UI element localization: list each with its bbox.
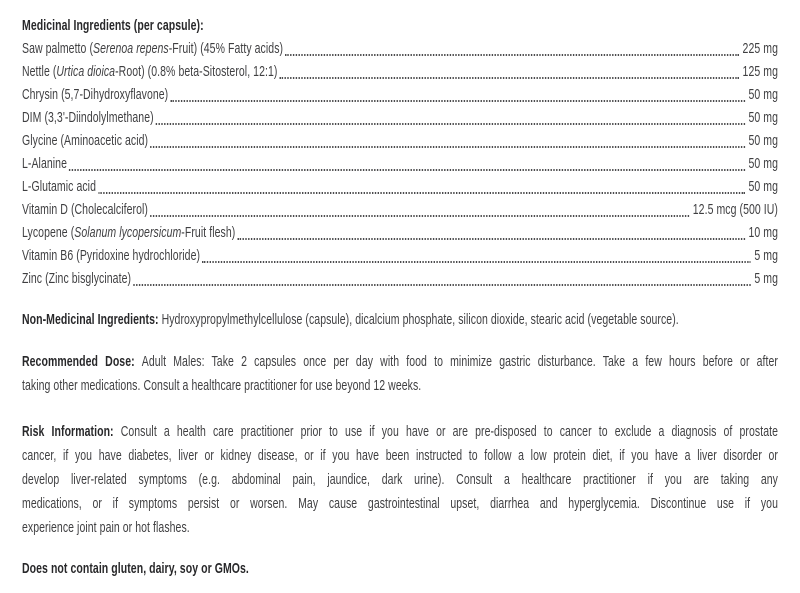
dotted-leader [150, 215, 689, 217]
text-run: Glycine (Aminoacetic acid) [22, 132, 149, 149]
ingredient-amount: 10 mg [748, 224, 778, 241]
bold-text: Risk Information: [22, 423, 121, 440]
ingredient-amount: 50 mg [748, 155, 778, 172]
ingredient-row [22, 60, 778, 83]
dotted-leader [156, 123, 745, 125]
bold-text: Non-Medicinal Ingredients: [22, 311, 162, 328]
ingredient-name [22, 221, 235, 244]
paragraph-line [22, 468, 778, 492]
text-run: taking other medications. Consult a healthcare practitioner for use beyond 12 weeks. [22, 377, 422, 394]
text-run: medications, or if symptoms persist or worsen. May cause gastrointestinal upset, diarrhea and hyperglycemia. Discontinue use if you [22, 495, 778, 512]
bold-text: Recommended Dose: [22, 353, 142, 370]
ingredient-row [22, 129, 778, 152]
dotted-leader [285, 54, 739, 56]
ingredient-amount: 5 mg [754, 247, 778, 264]
ingredient-amount: 50 mg [748, 178, 778, 195]
paragraph-line [22, 420, 778, 444]
paragraph-line [22, 557, 778, 581]
text-run: DIM (3,3'-Diindolylmethane) [22, 109, 154, 126]
ingredient-name [22, 175, 96, 198]
text-run: Vitamin B6 (Pyridoxine hydrochloride) [22, 247, 201, 264]
text-run: Lycopene ( [22, 224, 75, 241]
text-run: Adult Males: Take 2 capsules once per day with food to minimize gastric disturbance. Take a few hours before or after [141, 353, 778, 370]
dotted-leader [150, 146, 745, 148]
text-run: Zinc (Zinc bisglycinate) [22, 270, 132, 287]
text-run: Nettle ( [22, 63, 57, 80]
text-run: L-Glutamic acid [22, 178, 96, 195]
ingredient-amount: 5 mg [754, 270, 778, 287]
risk-information-paragraph [22, 420, 778, 540]
dotted-leader [69, 169, 745, 171]
ingredient-row [22, 175, 778, 198]
ingredient-row [22, 106, 778, 129]
ingredient-row [22, 198, 778, 221]
ingredient-amount: 225 mg [742, 40, 778, 57]
ingredient-row [22, 152, 778, 175]
text-run: experience joint pain or hot flashes. [22, 519, 190, 536]
text-run: -Fruit) (45% Fatty acids) [168, 40, 284, 57]
paragraph-line [22, 374, 778, 398]
text-run: L-Alanine [22, 155, 67, 172]
ingredient-name [22, 37, 283, 60]
recommended-dose-paragraph [22, 350, 778, 398]
text-run: -Root) (0.8% beta-Sitosterol, 12:1) [115, 63, 278, 80]
ingredient-row [22, 244, 778, 267]
dotted-leader [280, 77, 739, 79]
italic-text: Urtica dioica [56, 63, 116, 80]
ingredient-amount: 50 mg [748, 132, 778, 149]
non-medicinal-ingredients-paragraph [22, 308, 778, 332]
ingredient-name [22, 267, 131, 290]
paragraph-line [22, 350, 778, 374]
paragraph-line [22, 492, 778, 516]
text-run: Saw palmetto ( [22, 40, 94, 57]
italic-text: Serenoa repens [93, 40, 169, 57]
text-run: -Fruit flesh) [181, 224, 236, 241]
paragraph-line [22, 308, 778, 332]
ingredient-name [22, 60, 277, 83]
dotted-leader [202, 261, 751, 263]
label-document [22, 14, 778, 581]
ingredient-row [22, 267, 778, 290]
dotted-leader [98, 192, 745, 194]
medicinal-ingredients-heading: Medicinal Ingredients (per capsule): [22, 17, 204, 34]
text-run: cancer, if you have diabetes, liver or kidney disease, or if you have been instructed to follow a low protein diet, if you have a liver disorder or [22, 447, 778, 464]
ingredient-row [22, 37, 778, 60]
does-not-contain-statement [22, 557, 778, 581]
paragraph-line [22, 516, 778, 540]
italic-text: Solanum lycopersicum [74, 224, 182, 241]
ingredient-name [22, 106, 154, 129]
text-run: Chrysin (5,7-Dihydroxyflavone) [22, 86, 169, 103]
ingredient-name [22, 129, 148, 152]
ingredient-amount: 125 mg [742, 63, 778, 80]
ingredient-amount: 12.5 mcg (500 IU) [692, 201, 778, 218]
bold-text: Does not contain gluten, dairy, soy or GMOs. [22, 560, 249, 577]
ingredient-name [22, 152, 67, 175]
ingredient-name [22, 244, 200, 267]
text-run: Hydroxypropylmethylcellulose (capsule), dicalcium phosphate, silicon dioxide, stearic acid (vegetable source). [161, 311, 679, 328]
ingredient-amount: 50 mg [748, 86, 778, 103]
ingredient-name [22, 198, 148, 221]
text-run: develop liver-related symptoms (e.g. abdominal pain, jaundice, dark urine). Consult a healthcare practitioner if you are taking any [22, 471, 778, 488]
ingredient-amount: 50 mg [748, 109, 778, 126]
text-run: Vitamin D (Cholecalciferol) [22, 201, 148, 218]
ingredient-row [22, 83, 778, 106]
ingredient-name [22, 83, 168, 106]
paragraph-line [22, 444, 778, 468]
dotted-leader [237, 238, 745, 240]
dotted-leader [133, 284, 751, 286]
ingredient-row [22, 221, 778, 244]
dotted-leader [170, 100, 745, 102]
ingredients-list [22, 37, 778, 290]
text-run: Consult a health care practitioner prior to use if you have or are pre-disposed to cancer to exclude a diagnosis of prostate [120, 423, 778, 440]
